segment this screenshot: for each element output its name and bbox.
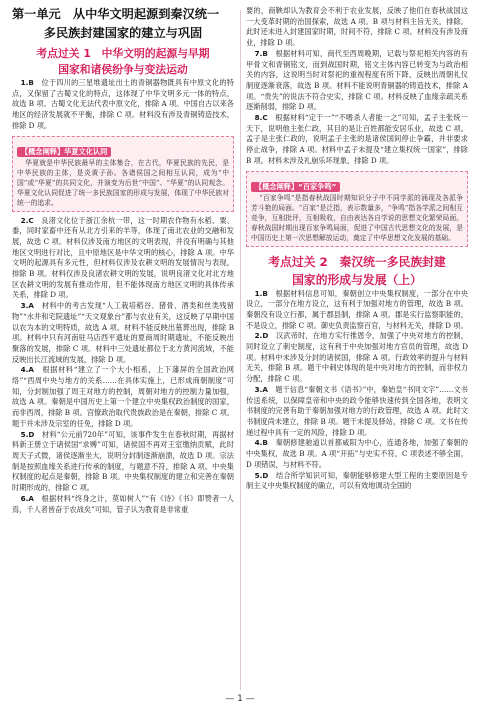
answer-item: 4.B 秦朝修建驰道以首都咸阳为中心，连通各地，加强了秦朝的中央集权，故选 B 项。A 项“开拓”与史实不符，C 项表述不够全面，D 项错误，与材料不符。 [246, 438, 468, 469]
right-column [246, 6, 468, 492]
answer-item: 5.D 材料“公元前720年”可知，该事件发生在春秋时期，再据材料新王册立于诸侯国“求赙”可知，诸侯国不再对王室缴纳贡赋，此时周天子式微，诸侯逐渐坐大，说明分封制逐渐崩溃，故选 D 项。宗法制是按照血缘关系进行传承的制度，与题意不符，排除 A 项。中央集权制度的起点是秦朝，排除 B 项。中央集权制度的建立和完善在秦朝时期形成的，排除 C 项。 [12, 429, 234, 493]
answer-item: 1.B 根据材料信息可知，秦朝创立中央集权制度，一部分在中央设立，一部分在地方设立，这有利于加强对地方的管理，故选 B 项。秦朝没有设立行都，属于郡县制，排除 A 项。郡是实行监察职能的，不是设立，排除 C 项。御史负责监察百官，与材料无关，排除 D 项。 [246, 288, 468, 330]
unit-subtitle: 多民族封建国家的建立与巩固 [43, 26, 203, 40]
answer-item-continued: 要的，商鞅却认为教育会不利于农业发展，反映了他们在春秋战国这一大变革时期的治国探索，故选 A 项。B 项与材料主旨无关，排除。此时还未进入封建国家时期，时间不符，排除 C 项。材料没有涉及商业，排除 D 项。 [246, 6, 468, 48]
answer-item: 6.A 根据材料“终身之计，莫如树人”“有《诗》《书》即赞者一人焉，千人者皆奋于农战矣”可知，管子认为教育是非常重 [12, 493, 234, 514]
section-2-title-line1: 考点过关 2 秦汉统一多民族封建 [268, 254, 446, 269]
column-divider [240, 10, 241, 690]
answer-item: 1.B 位于四川的三星堆遗址出土的青铜器物既具有中原文化的特点，又保留了古蜀文化的特点，这体现了中华文明多元一体的特点，故选 B 项。古蜀文化无法代表中原文化，排除 A 项。中国自古以来各地区的经济发展就不平衡，排除 C 项。材料没有涉及青铜铸造技术，排除 D 项。 [12, 78, 234, 130]
section-1-title-line1: 考点过关 1 中华文明的起源与早期 [36, 47, 210, 60]
section-2-title-line2: 国家的形成与发展（上） [292, 272, 422, 287]
concept-box-huaxia [12, 136, 234, 212]
unit-title: 第一单元 从中华文明起源到秦汉统一 [12, 7, 220, 21]
page-number: — 1 — [225, 694, 255, 704]
section-2-title [246, 253, 468, 289]
answer-item: 2.C 良渚文化位于浙江余杭一带，这一时期农作物有水稻、粟、黍，同时家畜中还有从北方引来的羊等，体现了南北农业的交融和发展，故选 C 项。材料仅涉及南方地区的文明表现，并没有明确与其他地区文明进行对比，且中原地区是中华文明的核心，排除 A 项。中华文明的起源具有多元性，但材料仅涉及农耕文明的发展情况与表现，排除 B 项。材料仅涉及良渚农耕文明的发展，说明良渚文化对北方地区农耕文明的发展有推动作用，但不能体现南方地区文明的具体传承关系，排除 D 项。 [12, 215, 234, 300]
left-column [12, 6, 234, 515]
answer-item: 5.D 结合所学知识可知，秦朝能够修建大型工程的主要原因是专制主义中央集权制度的确立，可以有效地调动全国的 [246, 470, 468, 491]
concept-box-text: 华夏就是中华民族最早的主体集合，在古代，华夏民族的先民，是中华民族的主体，是炎黄子孙。各诸侯国之间相互认同，成为“中国”或“华夏”的共同文化，并演变为后世“中国”、“华夏”的认同观念。华夏文化认同促进了统一多民族国家的形成与发展，体现了中华民族对统一的追求。 [17, 158, 229, 207]
answer-item: 3.A 题干信息“秦朝文书《语书》”中，秦始皇“书同文字”……文书传送系统，以保障皇帝和中央的政令能够快速传到全国各地，表明文书制度的完善有助于秦朝加强对地方的行政管理，故选 A 项。此时文书制度尚未建立，排除 B 项。题干未提及驿站，排除 C 项。文书在传递过程中具有一定的风险，排除 D 项。 [246, 384, 468, 437]
concept-box-heading: 【概念阐释】“百家争鸣” [251, 182, 340, 192]
section-1-title-line2: 国家和诸侯纷争与变法运动 [58, 63, 188, 76]
concept-box-heading: 【概念阐释】华夏文化认同 [17, 147, 111, 157]
answer-item: 7.B 根据材料可知，商代至西周晚期，记载与祭祀相关内容的有甲骨文和青铜铭文，而到战国时期，铭文主体内容已转变为与政治相关的内容，这说明当时对祭祀的重视程度有所下降，反映出周朝礼仪制度逐渐衰落，故选 B 项。材料不能说明青铜器的铸造技术，排除 A 项。“贵失”的说法不符合史实，排除 C 项。材料反映了血缘亲疏关系逐渐削弱，排除 D 项。 [246, 48, 468, 112]
answer-item: 8.C 根据材料“定于一”“不嗜杀人者能一之”可知，孟子主张统一天下，说明他主张仁政，其目的是让百姓都能安居乐业，故选 C 项。孟子是主张仁政的，说明孟子主张的是诸侯国间停止争霸，并非要求停止战争，排除 A 项。材料中孟子未提及“建立集权统一国家”，排除 B 项。材料未涉及礼崩乐坏现象，排除 D 项。 [246, 113, 468, 165]
answer-item: 4.A 根据材料“建立了一个大小相系，上下藩屏的全国政治网络”“西周中央与地方的关系……在具体实施上，已形成商朝制度”可知，分封制加强了周王对地方的控制，周朝对地方的控制力量加强，故选 A 项。秦朝是中国历史上第一个建立中央集权政治制度的国家，而非西周，排除 B 项。宫僚政治取代贵族政治是在秦朝，排除 C 项。题干并未涉及宗室的任免，排除 D 项。 [12, 365, 234, 428]
answer-item: 2.D 汉武帝时，在地方实行推恩令，加强了中央对地方的控制，同时设立了刺史制度，这有利于中央加强对地方官员的管理，故选 D 项。材料中未涉及分封的诸侯国，排除 A 项。行政效率的提升与材料无关，排除 B 项。题干中刺史体现的是中央对地方的控制，而非权力分配，排除 C 项。 [246, 331, 468, 384]
concept-box-baijia [246, 171, 468, 247]
section-1-title [12, 46, 234, 78]
concept-box-text: “百家争鸣”是指春秋战国时期知识分子中不同学派的涌现及各派争芳斗艳的局面。“百家”是泛指，表示数量多，“争鸣”指各学派之间相互竞争，互相批评，互相吸收，自由表达各自学说的思想文化繁荣局面。春秋战国时期出现百家争鸣局面，促进了中国古代思想文化的发展，是中国历史上第一次思想解放运动，奠定了中华思想文化发展的基础。 [251, 193, 463, 242]
document-page [12, 6, 468, 702]
answer-item: 3.A 材料中的考古发现“人工栽培稻谷、猪骨、酒类和丝类残留物”“水井和宅院遗址”“天文观象台”都与农业有关，这反映了早期中国以农为本的文明特质，故选 A 项。材料不能反映出墓葬出现，排除 B 项。材料中只有河南驻马店西平遗址的夏商周时期遗址，不能反映出聚落的发展，排除 C 项。材料中三处遗址都位于北方黄河流域，不能反映出长江流域的发展，排除 D 项。 [12, 301, 234, 364]
